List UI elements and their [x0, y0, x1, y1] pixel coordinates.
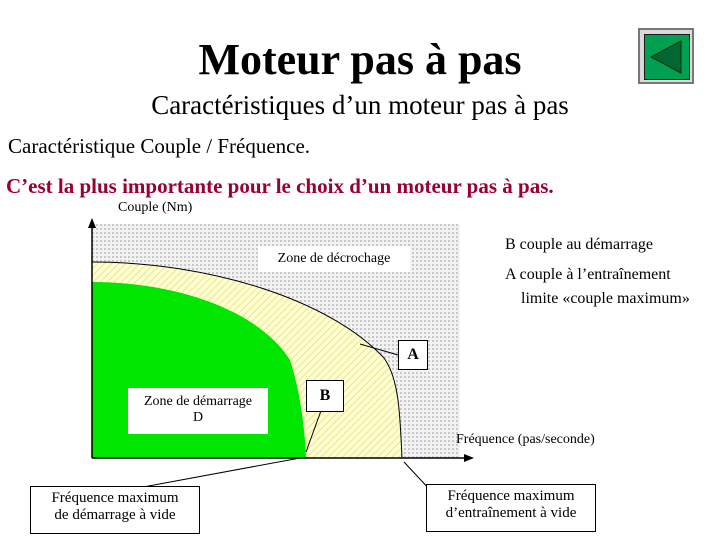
- max-drive-frequency-box: [426, 484, 596, 532]
- max-start-line1: Fréquence maximum: [51, 490, 179, 506]
- start-zone-label-line1: Zone de démarrage: [143, 394, 253, 409]
- importance-note: C’est la plus importante pour le choix d’un moteur pas à pas.: [6, 174, 554, 198]
- x-axis-label: Fréquence (pas/seconde): [456, 432, 595, 447]
- point-b-label: B: [306, 380, 344, 412]
- y-axis-arrow: [88, 218, 96, 228]
- section-heading: Caractéristique Couple / Fréquence.: [8, 134, 311, 158]
- max-drive-line1: Fréquence maximum: [447, 488, 575, 504]
- max-start-line2: de démarrage à vide: [54, 507, 176, 523]
- max-start-frequency-box: [30, 486, 200, 534]
- start-zone-label: [128, 388, 268, 434]
- dropout-zone-label: Zone de décrochage: [258, 246, 410, 272]
- x-axis-arrow: [464, 454, 474, 462]
- legend-a-line1: A couple à l’entraînement: [505, 266, 671, 283]
- legend-a-line2: limite «couple maximum»: [521, 290, 690, 307]
- page-title: Moteur pas à pas: [198, 35, 522, 84]
- page-subtitle: Caractéristiques d’un moteur pas à pas: [151, 90, 569, 120]
- legend-b: B couple au démarrage: [505, 236, 653, 253]
- y-axis-label: Couple (Nm): [118, 200, 193, 215]
- point-a-label: A: [398, 340, 428, 370]
- max-drive-line2: d’entraînement à vide: [445, 505, 577, 521]
- start-zone-label-line2: D: [192, 410, 204, 425]
